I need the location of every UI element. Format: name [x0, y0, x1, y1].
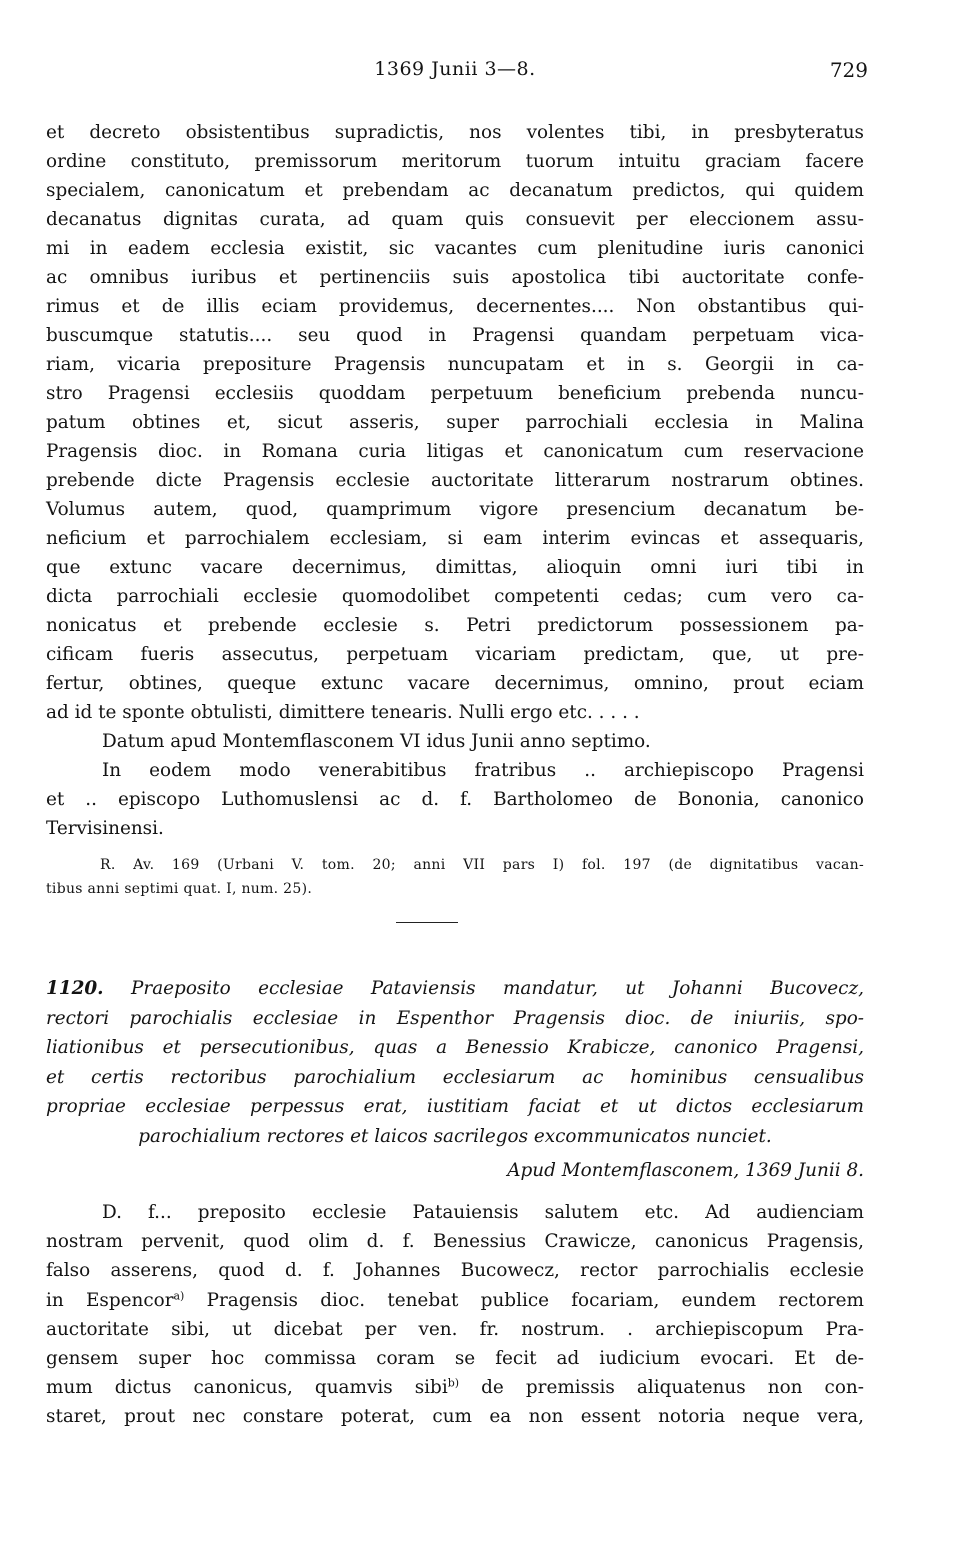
regest-line: rectori parochialis ecclesiae in Espenthor Pragensis dioc. de iniuriis, spo- [46, 1007, 864, 1029]
text-line: cificam fueris assecutus, perpetuam vicariam predictam, que, ut pre- [46, 644, 864, 665]
regest-text: Praeposito ecclesiae Pataviensis mandatur, ut Johanni Bucovecz, [131, 978, 864, 999]
eodem-line: Tervisinensi. [46, 818, 164, 839]
doc-line [46, 1286, 864, 1315]
text-line: buscumque statutis.... seu quod in Pragensi quandam perpetuam vica- [46, 325, 864, 346]
text-line: fertur, obtines, queque extunc vacare decernimus, omnino, prout eciam [46, 673, 864, 694]
text-line: stro Pragensi ecclesiis quoddam perpetuum beneficium prebenda nuncu- [46, 383, 864, 404]
regest-line [46, 974, 864, 1004]
text-line: rimus et de illis eciam providemus, decernentes.... Non obstantibus qui- [46, 296, 864, 317]
text-line: Volumus autem, quod, quamprimum vigore presencium decanatum be- [46, 499, 864, 520]
continuation-text [46, 118, 864, 843]
doc-line: auctoritate sibi, ut dicebat per ven. fr. nostrum. . archiepiscopum Pra- [46, 1318, 864, 1340]
source-note-line: R. Av. 169 (Urbani V. tom. 20; anni VII pars I) fol. 197 (de dignitatibus vacan- [100, 857, 864, 873]
doc-text-fragment: de premissis aliquatenus non con- [459, 1377, 864, 1399]
regest-line: et certis rectoribus parochialium ecclesiarum ac hominibus censualibus [46, 1066, 864, 1088]
doc-text-fragment: mum dictus canonicus, quamvis sibi [46, 1377, 448, 1399]
place-date: Apud Montemflasconem, 1369 Junii 8. [507, 1160, 864, 1181]
text-line: patum obtines et, sicut asseris, super parrochiali ecclesia in Malina [46, 412, 864, 433]
text-line: dicta parrochiali ecclesie quomodolibet competenti cedas; cum vero ca- [46, 586, 864, 607]
footnote-marker-b: b) [447, 1376, 460, 1390]
text-line: ordine constituto, premissorum meritorum tuorum intuitu graciam facere [46, 151, 864, 172]
source-note [46, 853, 864, 901]
eodem-line: In eodem modo venerabitibus fratribus .. archiepiscopo Pragensi [102, 760, 864, 781]
page-header [46, 58, 868, 92]
text-line: mi in eadem ecclesia existit, sic vacantes cum plenitudine iuris canonici [46, 238, 864, 259]
regest-line: parochialium rectores et laicos sacrilegos excommunicatos nunciet. [138, 1125, 772, 1147]
text-line: ad id te sponte obtulisti, dimittere tenearis. Nulli ergo etc. . . . . [46, 702, 640, 723]
page-number: 729 [829, 58, 868, 82]
doc-line: staret, prout nec constare poterat, cum ea non essent notoria neque vera, [46, 1406, 864, 1428]
text-line: neficium et parrochialem ecclesiam, si eam interim evincas et assequaris, [46, 528, 864, 549]
doc-line: D. f... preposito ecclesie Patauiensis salutem etc. Ad audienciam [102, 1202, 864, 1223]
section-divider [396, 922, 458, 923]
text-line: et decreto obsistentibus supradictis, nos volentes tibi, in presbyteratus [46, 122, 864, 143]
text-line: que extunc vacare decernimus, dimittas, alioquin omni iuri tibi in [46, 557, 864, 578]
text-line: Pragensis dioc. in Romana curia litigas et canonicatum cum reservacione [46, 441, 864, 462]
source-note-line: tibus anni septimi quat. I, num. 25). [46, 881, 313, 897]
text-line: riam, vicaria prepositure Pragensis nuncupatam et in s. Georgii in ca- [46, 354, 864, 375]
doc-line [46, 1373, 864, 1402]
doc-line: nostram pervenit, quod olim d. f. Benessius Crawicze, canonicus Pragensis, [46, 1231, 864, 1253]
text-line: nonicatus et prebende ecclesie s. Petri predictorum possessionem pa- [46, 615, 864, 636]
text-line: specialem, canonicatum et prebendam ac decanatum predictos, qui quidem [46, 180, 864, 201]
eodem-line: et .. episcopo Luthomuslensi ac d. f. Bartholomeo de Bononia, canonico [46, 789, 864, 810]
text-line: decanatus dignitas curata, ad quam quis consuevit per eleccionem assu- [46, 209, 864, 230]
doc-text-fragment: in Espencor [46, 1289, 174, 1311]
running-title: 1369 Junii 3—8. [374, 58, 536, 80]
regest-line: propriae ecclesiae perpessus erat, iustitiam faciat et ut dictos ecclesiarum [46, 1096, 864, 1117]
regest-line: liationibus et persecutionibus, quas a Benessio Krabicze, canonico Pragensi, [46, 1037, 864, 1058]
text-line: ac omnibus iuribus et pertinenciis suis apostolica tibi auctoritate confe- [46, 267, 864, 288]
entry-regest [46, 974, 864, 1151]
datum-line: Datum apud Montemflasconem VI idus Junii anno septimo. [102, 731, 651, 752]
book-page [46, 58, 868, 1432]
doc-line: falso asserens, quod d. f. Johannes Bucowecz, rector parrochialis ecclesie [46, 1260, 864, 1282]
footnote-marker-a: a) [173, 1289, 185, 1303]
text-line: prebende dicte Pragensis ecclesie auctoritate litterarum nostrarum obtines. [46, 470, 864, 491]
doc-line: gensem super hoc commissa coram se fecit ad iudicium evocari. Et de- [46, 1348, 864, 1370]
entry-number: 1120. [46, 978, 104, 999]
doc-text-fragment: Pragensis dioc. tenebat publice focariam, eundem rectorem [184, 1289, 864, 1311]
document-text [46, 1198, 864, 1432]
